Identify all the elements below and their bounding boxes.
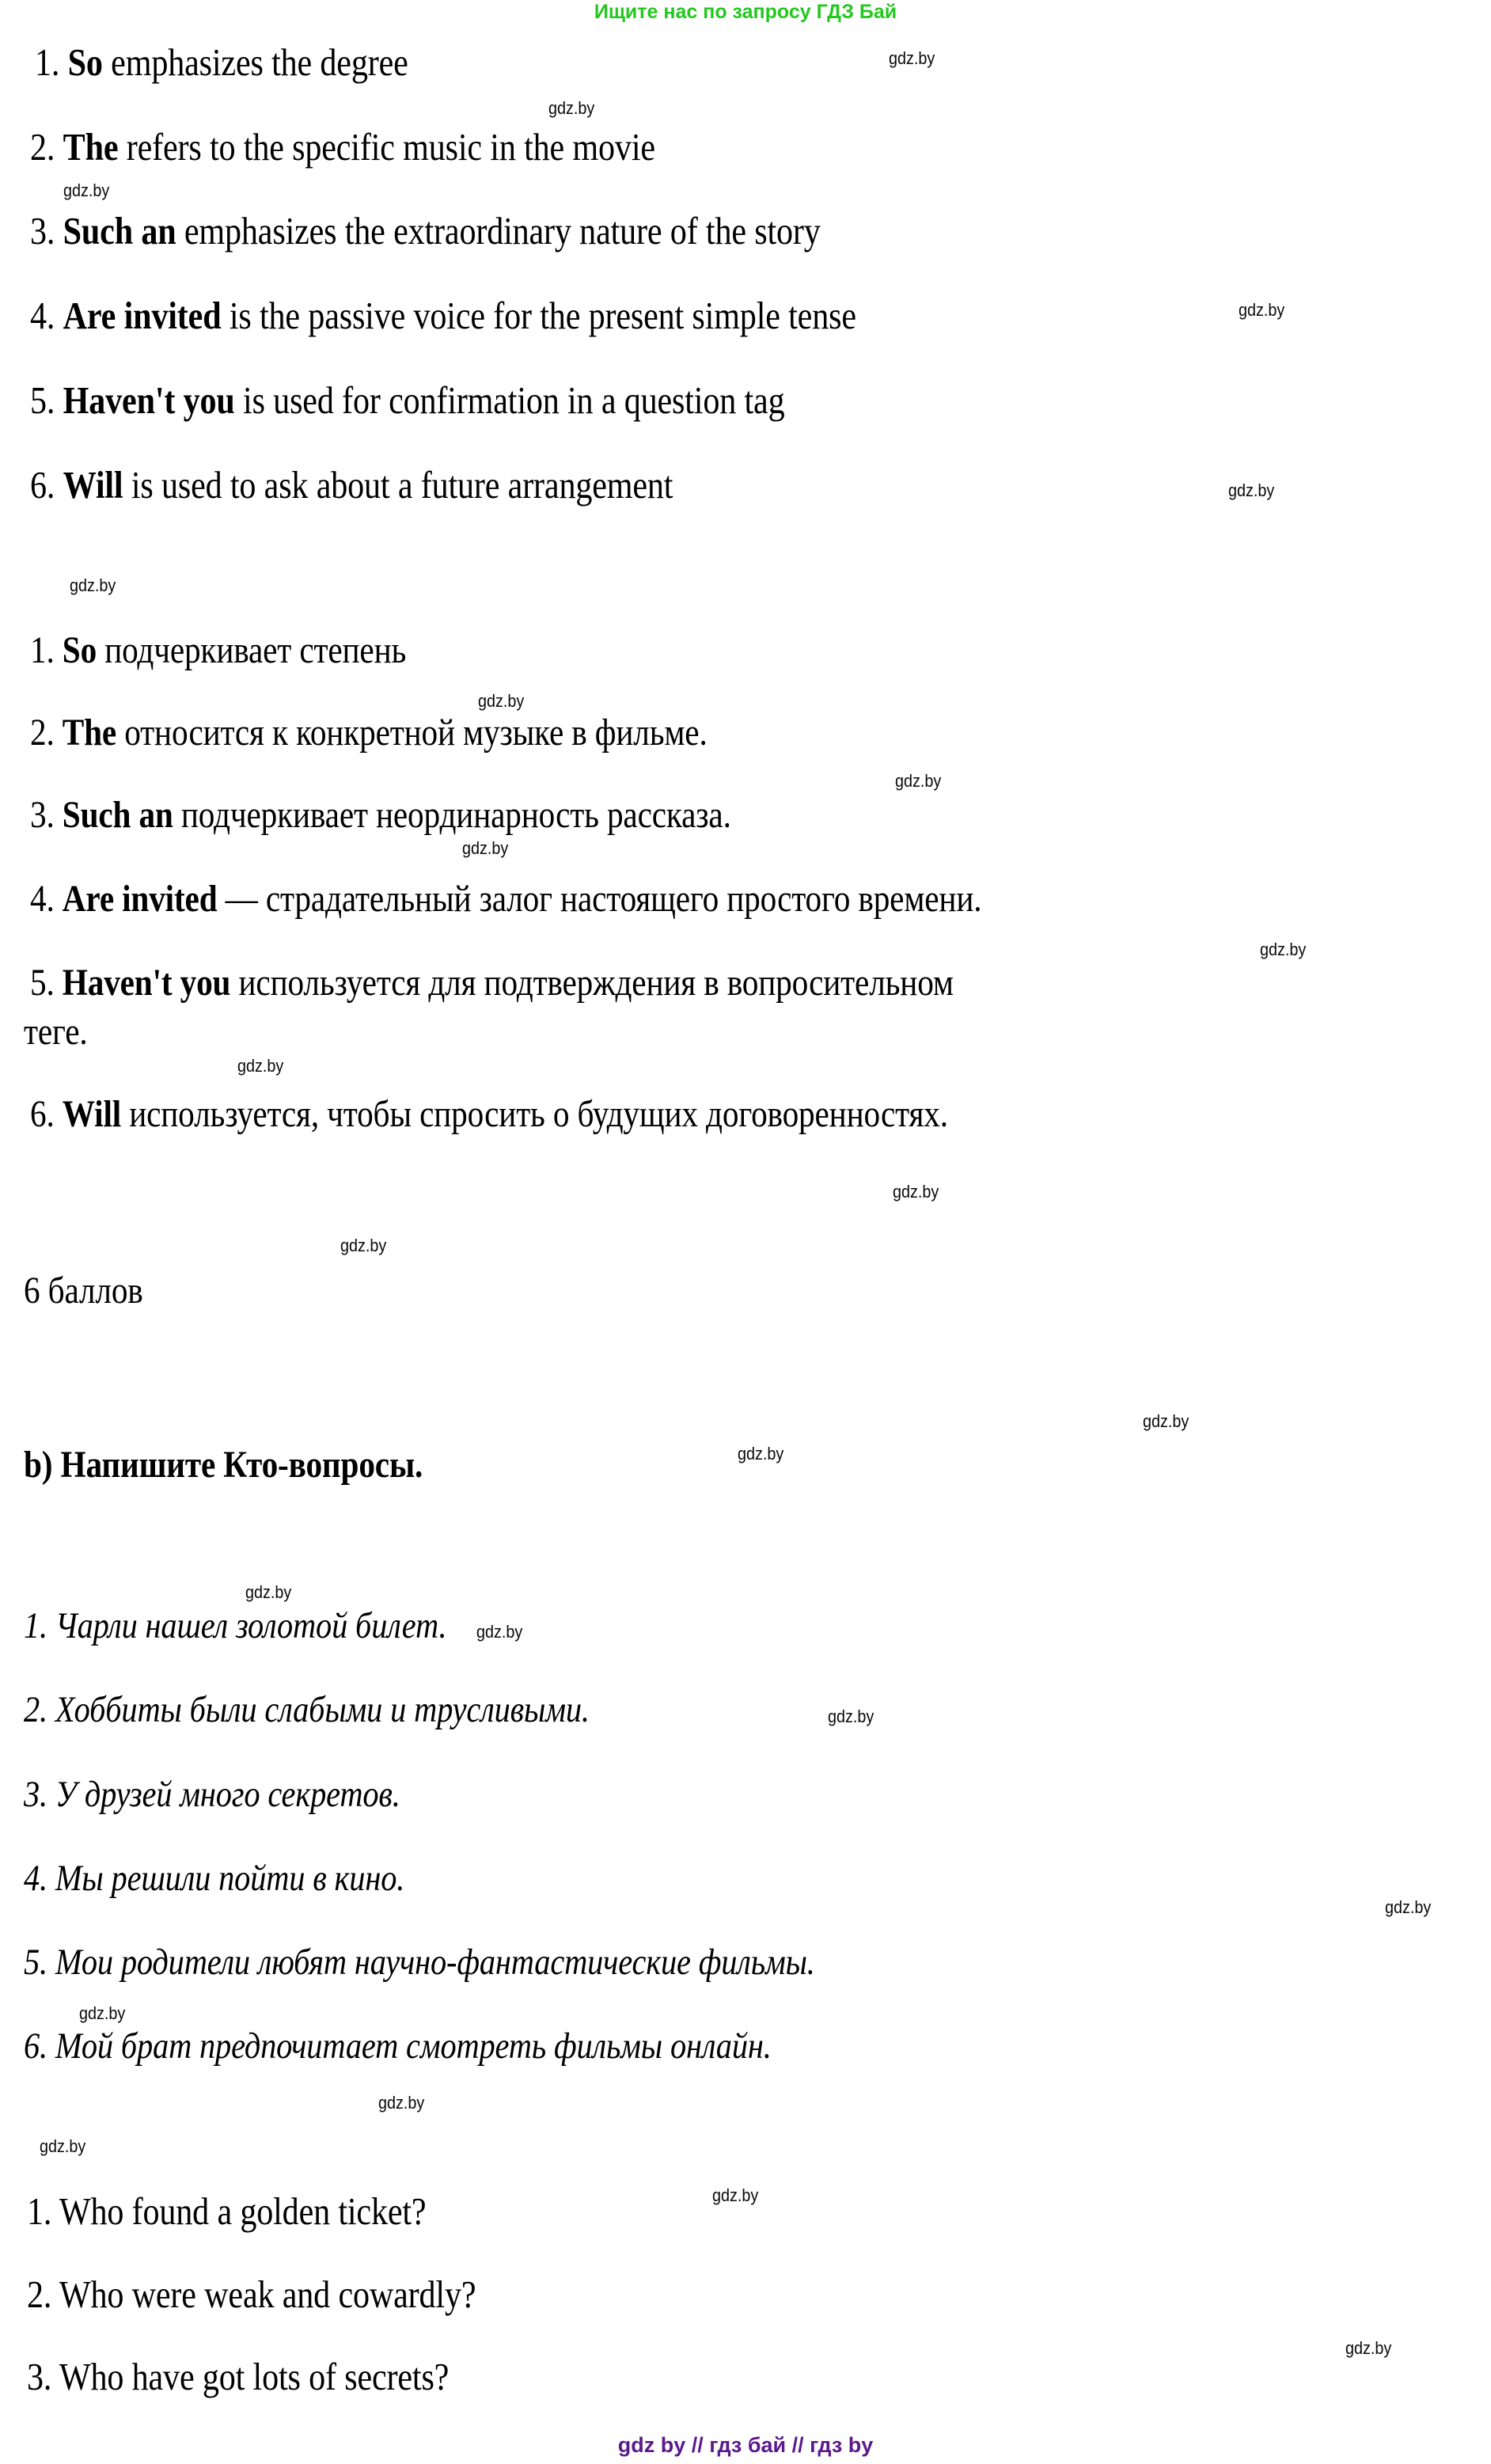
task-heading: b) Напишите Кто-вопросы. xyxy=(24,1444,423,1486)
highlighted-word: Are invited xyxy=(63,294,222,337)
source-sentence: 1. Чарли нашел золотой билет. xyxy=(24,1605,447,1646)
item-number: 3. xyxy=(30,794,55,836)
highlighted-word: Will xyxy=(62,1093,122,1135)
source-sentence: 6. Мой брат предпочитает смотреть фильмы онлайн. xyxy=(24,2025,772,2067)
item-number: 6. xyxy=(30,463,55,507)
score-text: 6 баллов xyxy=(24,1270,143,1312)
source-sentence: 4. Мы решили пойти в кино. xyxy=(24,1858,405,1899)
gdz-watermark: gdz.by xyxy=(1260,940,1307,959)
gdz-watermark: gdz.by xyxy=(1239,300,1285,320)
gdz-watermark: gdz.by xyxy=(548,98,595,118)
highlighted-word: Will xyxy=(63,463,123,507)
line-text: подчеркивает неординарность рассказа. xyxy=(180,794,731,836)
gdz-watermark: gdz.by xyxy=(340,1236,387,1255)
gdz-watermark: gdz.by xyxy=(378,2093,425,2113)
gdz-watermark: gdz.by xyxy=(828,1707,874,1726)
gdz-watermark: gdz.by xyxy=(70,575,116,595)
item-number: 5. xyxy=(30,962,55,1004)
line-text: подчеркивает степень xyxy=(104,629,407,671)
answer-line xyxy=(30,1094,948,1135)
line-text: is used for confirmation in a question tag xyxy=(243,378,785,422)
who-question: 2. Who were weak and cowardly? xyxy=(27,2272,476,2316)
source-sentence: 5. Мои родители любят научно-фантастические фильмы. xyxy=(24,1942,815,1983)
answer-line xyxy=(30,295,856,336)
highlighted-word: The xyxy=(63,125,119,169)
who-question: 3. Who have got lots of secrets? xyxy=(27,2355,450,2398)
gdz-watermark: gdz.by xyxy=(1143,1411,1189,1431)
highlighted-word: Such an xyxy=(62,794,173,836)
line-text: refers to the specific music in the movie xyxy=(126,125,655,169)
item-number: 4. xyxy=(30,878,55,920)
line-text: — страдательный залог настоящего простого времени. xyxy=(225,878,982,920)
gdz-watermark: gdz.by xyxy=(40,2136,86,2156)
promo-footer-text: gdz by // гдз бай // гдз by xyxy=(617,2433,874,2457)
highlighted-word: Are invited xyxy=(62,878,218,920)
answer-line xyxy=(30,712,708,754)
answer-line xyxy=(30,962,954,1004)
line-text: emphasizes the extraordinary nature of the story xyxy=(184,209,821,252)
gdz-watermark: gdz.by xyxy=(79,2003,126,2023)
line-text: теге. xyxy=(24,1011,88,1053)
who-question: 1. Who found a golden ticket? xyxy=(27,2189,427,2233)
answer-line xyxy=(30,211,821,252)
answer-line xyxy=(30,630,406,671)
gdz-watermark: gdz.by xyxy=(712,2185,759,2205)
answer-line xyxy=(30,879,981,920)
gdz-watermark: gdz.by xyxy=(237,1056,284,1076)
highlighted-word: The xyxy=(62,712,117,754)
gdz-watermark: gdz.by xyxy=(476,1622,523,1642)
gdz-watermark: gdz.by xyxy=(1385,1897,1432,1917)
item-number: 5. xyxy=(30,378,55,422)
gdz-watermark: gdz.by xyxy=(738,1444,784,1464)
item-number: 1. xyxy=(30,629,55,671)
promo-banner-text: Ищите нас по запросу ГДЗ Бай xyxy=(594,1,897,23)
answer-line xyxy=(30,795,731,836)
item-number: 3. xyxy=(30,209,55,252)
item-number: 2. xyxy=(30,712,55,754)
gdz-watermark: gdz.by xyxy=(895,771,942,791)
gdz-watermark: gdz.by xyxy=(478,691,525,711)
source-sentence: 2. Хоббиты были слабыми и трусливыми. xyxy=(24,1689,590,1730)
gdz-watermark: gdz.by xyxy=(1228,480,1275,500)
item-number: 1. xyxy=(35,40,60,84)
gdz-watermark: gdz.by xyxy=(462,838,509,858)
item-number: 4. xyxy=(30,294,55,337)
item-number: 6. xyxy=(30,1093,55,1135)
line-text: is the passive voice for the present simple tense xyxy=(229,294,856,337)
line-text: is used to ask about a future arrangement xyxy=(131,463,673,507)
source-sentence: 3. У друзей много секретов. xyxy=(24,1774,400,1815)
item-number: 2. xyxy=(30,125,55,169)
answer-line xyxy=(24,1012,88,1053)
gdz-watermark: gdz.by xyxy=(889,48,935,68)
line-text: используется, чтобы спросить о будущих договоренностях. xyxy=(129,1093,948,1135)
gdz-watermark: gdz.by xyxy=(245,1582,292,1602)
line-text: emphasizes the degree xyxy=(111,40,408,84)
highlighted-word: Haven't you xyxy=(63,378,235,422)
highlighted-word: So xyxy=(67,40,103,84)
line-text: относится к конкретной музыке в фильме. xyxy=(124,712,708,754)
highlighted-word: Such an xyxy=(63,209,176,252)
answer-line xyxy=(35,42,408,83)
answer-line xyxy=(30,127,655,168)
answer-line xyxy=(30,380,784,421)
gdz-watermark: gdz.by xyxy=(1345,2338,1392,2358)
highlighted-word: Haven't you xyxy=(62,962,231,1004)
answer-line xyxy=(30,465,673,506)
highlighted-word: So xyxy=(62,629,97,671)
line-text: используется для подтверждения в вопросительном xyxy=(238,962,954,1004)
gdz-watermark: gdz.by xyxy=(63,180,110,200)
gdz-watermark: gdz.by xyxy=(893,1182,939,1202)
